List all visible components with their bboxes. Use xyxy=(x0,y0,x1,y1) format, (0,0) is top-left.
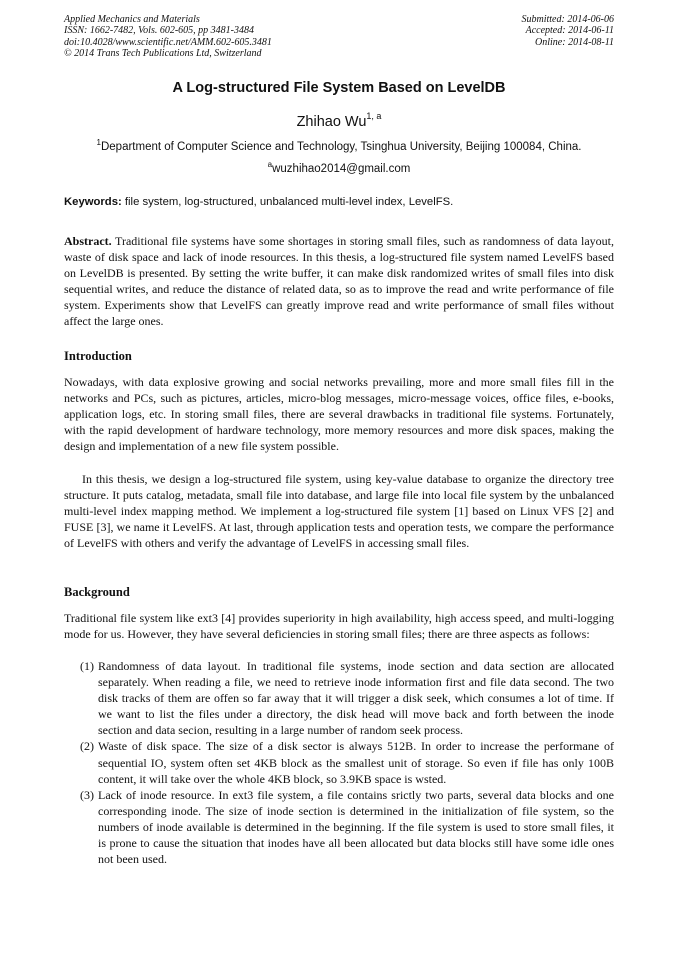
list-item-number: (2) xyxy=(80,739,94,754)
list-item xyxy=(64,658,614,738)
journal-name: Applied Mechanics and Materials xyxy=(64,14,200,25)
list-item-number: (3) xyxy=(80,787,94,802)
list-item-number: (1) xyxy=(80,659,94,673)
author-name: Zhihao Wu xyxy=(296,114,367,130)
author-superscript: 1, a xyxy=(366,111,382,121)
background-paragraph: Traditional file system like ext3 [4] provides superiority in high availability, high access speed, and multi-logging mode for us. However, they have several deficiencies in storing small files; there are three aspects as follows: xyxy=(64,611,614,642)
paper-title: A Log-structured File System Based on LevelDB xyxy=(172,80,506,96)
affiliation-text: Department of Computer Science and Technology, Tsinghua University, Beijing 100084, China. xyxy=(100,141,582,153)
list-item-text: Lack of inode resource. In ext3 file system, a file contains srictly two parts, several data blocks and one corresponding inode. The size of inode section is determined in the initialization of file system, so the numbers of inode available is determined in the beginning. If the file system is used to store small files, it is prone to cause the situation that inodes have all been allocated but data blocks still have some idle ones not been used. xyxy=(98,787,614,867)
introduction-paragraph-2: In this thesis, we design a log-structured file system, using key-value database to organize the directory tree structure. It puts catalog, metadata, small file into database, and large file into local file system by the unbalanced multi-level index mapping method. We implement a log-structured file system [1] based on Linux VFS [2] and FUSE [3], we name it LevelFS. At last, through application tests and operation tests, we compare the performance of LevelFS with others and verify the advantage of LevelFS in accessing small files. xyxy=(64,472,614,551)
abstract-label: Abstract. xyxy=(64,234,112,248)
journal-info xyxy=(64,14,272,60)
abstract-text: Traditional file systems have some shortages in storing small files, such as randomness of data layout, waste of disk space and lack of inode resources. In this thesis, a log-structured file system named LevelFS based on LevelDB is presented. By setting the write buffer, it can make disk randomized writes of small files into disk sequential writes, and reduce the distance of related data, so as to improve the read and write performance of file system. Experiments show that LevelFS can greatly improve read and write performance of small files without affect the large ones. xyxy=(64,234,614,329)
background-heading: Background xyxy=(64,585,130,599)
affiliation-superscript: 1 xyxy=(96,138,101,147)
list-item xyxy=(64,787,614,867)
abstract xyxy=(64,233,614,330)
introduction-paragraph-1: Nowadays, with data explosive growing and social networks prevailing, more and more small files fill in the networks and PCs, such as pictures, articles, micro-blog messages, micro-message voices, office files, e-books, application logs, etc. In storing small files, there are several drawbacks in traditional file systems. Fortunately, with the rapid development of hardware technology, more memory resources and more disk spaces, making the design and implementation of a new file system possible. xyxy=(64,375,614,454)
affiliation xyxy=(0,138,678,153)
accepted-date: Accepted: 2014-06-11 xyxy=(525,25,614,37)
author-line xyxy=(0,111,678,130)
list-item xyxy=(64,738,614,786)
submitted-date: Submitted: 2014-06-06 xyxy=(521,14,614,25)
online-date: Online: 2014-08-11 xyxy=(535,36,614,48)
publication-dates xyxy=(522,14,615,48)
doi-line: doi:10.4028/www.scientific.net/AMM.602-605.3481 xyxy=(64,36,272,48)
deficiency-list xyxy=(64,658,614,867)
email-superscript: a xyxy=(267,160,273,169)
keywords-text: file system, log-structured, unbalanced multi-level index, LevelFS. xyxy=(121,196,454,208)
keywords-label: Keywords: xyxy=(64,196,122,208)
keywords xyxy=(64,196,614,208)
introduction-heading: Introduction xyxy=(64,349,132,363)
copyright-line: © 2014 Trans Tech Publications Ltd, Switzerland xyxy=(64,48,262,60)
list-item-text: Waste of disk space. The size of a disk sector is always 512B. In order to increase the performane of sequential IO, system often set 4KB block as the smallest unit of storage. So even if file has only 100B content, it will take over the whole 4KB block, so 3.9KB space is wsted. xyxy=(98,739,614,786)
issn-line: ISSN: 1662-7482, Vols. 602-605, pp 3481-3484 xyxy=(64,25,254,37)
email-address: wuzhihao2014@gmail.com xyxy=(272,163,411,175)
list-item-text: Randomness of data layout. In traditional file systems, inode section and data section are allocated separately. When reading a file, we need to retrieve inode information first and file data second. The two disk tracks of them are offen so far away that it will trigger a disk seek, which consumes a lot of time. If we want to list the files under a directory, the disk head will move back and forth between the inode section and data secion, resulting in a large number of random seek process. xyxy=(98,659,614,738)
email-line xyxy=(0,160,678,175)
